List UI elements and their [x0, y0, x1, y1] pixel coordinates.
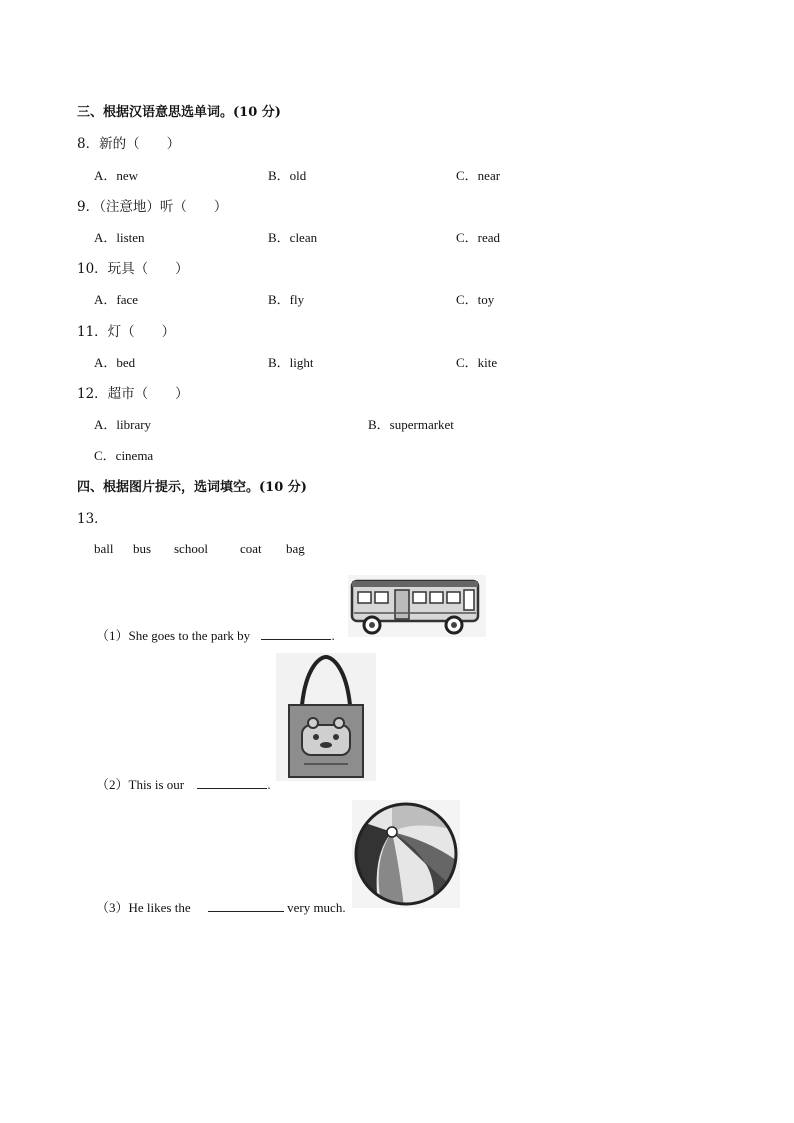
item-3-end: very much.: [287, 900, 346, 915]
question-12-option-a[interactable]: A．library: [94, 417, 152, 432]
item-2-blank[interactable]: [197, 776, 267, 789]
bus-picture: [348, 575, 486, 637]
item-2-text: （2）This is our: [96, 777, 185, 792]
word-bank-ball: ball: [94, 541, 114, 556]
question-9-option-c[interactable]: C．read: [456, 230, 501, 245]
word-bank-bus: bus: [133, 541, 152, 556]
question-12-stem: 12．超市（ ）: [77, 386, 189, 402]
question-9-option-b[interactable]: B．clean: [268, 230, 318, 245]
question-11-stem: 11．灯（ ）: [77, 324, 176, 340]
word-bank-coat: coat: [240, 541, 262, 556]
question-12-option-b[interactable]: B．supermarket: [368, 417, 454, 432]
item-3-blank[interactable]: [208, 899, 284, 912]
word-bank-school: school: [174, 541, 208, 556]
question-10-stem: 10．玩具（ ）: [77, 261, 189, 277]
question-10-option-b[interactable]: B．fly: [268, 292, 305, 307]
item-1-end: .: [331, 628, 335, 643]
question-8-option-a[interactable]: A．new: [94, 168, 139, 183]
question-10-option-c[interactable]: C．toy: [456, 292, 495, 307]
bag-picture: [276, 653, 376, 781]
question-9-stem: 9．（注意地）听（ ）: [77, 199, 228, 215]
question-13-number: 13．: [77, 511, 108, 527]
question-9-option-a[interactable]: A．listen: [94, 230, 145, 245]
question-10-option-a[interactable]: A．face: [94, 292, 139, 307]
question-12-option-c[interactable]: C．cinema: [94, 448, 154, 463]
question-11-option-a[interactable]: A．bed: [94, 355, 136, 370]
item-2-end: .: [267, 777, 271, 792]
item-3-text: （3）He likes the: [96, 900, 191, 915]
item-1-text: （1）She goes to the park by: [96, 628, 251, 643]
item-1-sentence: [96, 625, 335, 644]
ball-picture: [352, 800, 460, 908]
question-8-stem: 8．新的（ ）: [77, 136, 181, 152]
question-11-option-b[interactable]: B．light: [268, 355, 314, 370]
question-8-option-b[interactable]: B．old: [268, 168, 307, 183]
section-4-heading: 四、根据图片提示，选词填空。(10 分): [77, 480, 307, 495]
item-3-sentence: [96, 897, 346, 916]
word-bank-bag: bag: [286, 541, 305, 556]
question-8-option-c[interactable]: C．near: [456, 168, 501, 183]
item-1-blank[interactable]: [261, 627, 331, 640]
section-3-heading: 三、根据汉语意思选单词。(10 分): [77, 105, 281, 120]
item-2-sentence: [96, 774, 271, 793]
question-11-option-c[interactable]: C．kite: [456, 355, 498, 370]
